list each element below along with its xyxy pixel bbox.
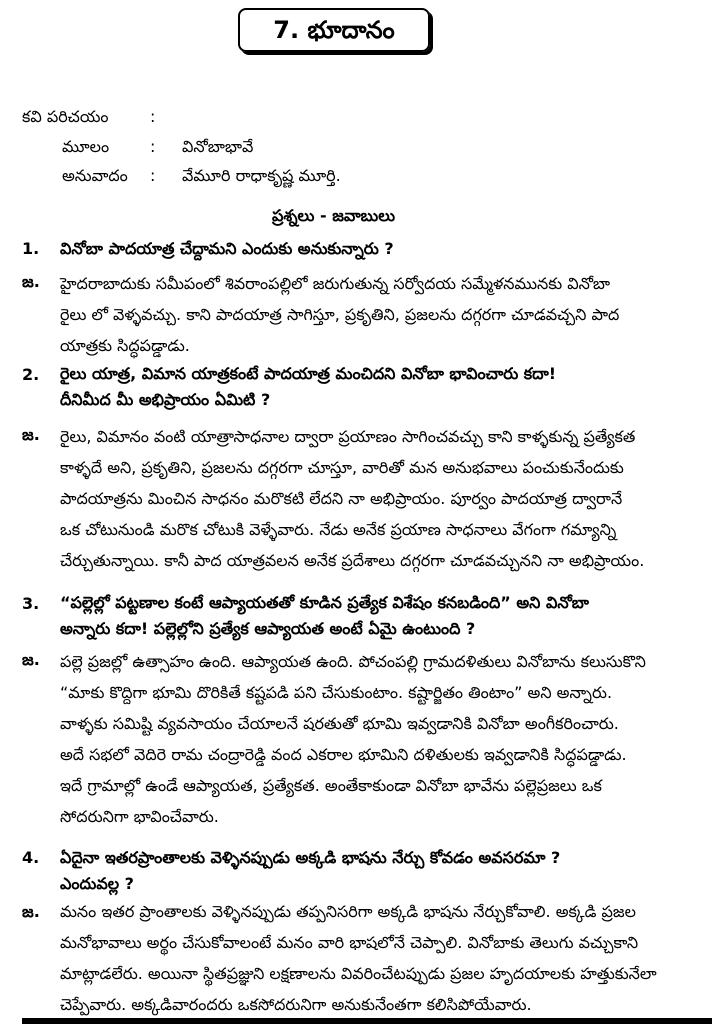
intro-colon: : [150,107,156,126]
answer-line: అదే సభలో వెదిరె రామ చంద్రారెడ్డి వంద ఎకరాల భూమిని దళితులకు ఇవ్వడానికి సిద్ధపడ్డాడు. [60,745,627,764]
answer-line: చేర్చుతున్నాయి. కానీ పాద యాత్రవలన అనేక ప్రదేశాలు దగ్గరగా చూడవచ్చునని నా అభిప్రాయం. [60,551,645,570]
question-number: 3. [22,594,40,613]
answer-line: “మాకు కొద్దిగా భూమి దొరికితే కష్టపడి పని చేసుకుంటాం. కష్టార్జితం తింటాం” అని అన్నారు. [60,683,613,702]
intro-value-source: వినోబాభావే [182,137,254,156]
answer-line: ఇదే గ్రామాల్లో ఉండే ఆప్యాయత, ప్రత్యేకత. అంతేకాకుండా వినోబా భావేను పల్లెప్రజలు ఒక [60,776,602,795]
intro-heading: కవి పరిచయం [22,107,109,126]
question-text [60,361,556,413]
answer-line: మనం ఇతర ప్రాంతాలకు వెళ్ళినప్పుడు తప్పనిసరిగా అక్కడి భాషను నేర్చుకోవాలి. అక్కడి ప్రజల [60,902,636,921]
question-line: ఎందువల్ల ? [60,874,134,893]
answer-paragraph [60,421,644,576]
intro-value-translation: వేమూరి రాధాకృష్ణ మూర్తి. [182,166,341,185]
intro-colon: : [150,137,156,156]
question-line: వినోబా పాదయాత్ర చేద్దామని ఎందుకు అనుకున్నారు ? [60,239,394,258]
answer-line: వాళ్ళకు సమిష్టి వ్యవసాయం చేయాలనే షరతుతో భూమి ఇవ్వడానికి వినోబా అంగీకరించారు. [60,714,619,733]
answer-line: పల్లె ప్రజల్లో ఉత్సాహం ఉంది. ఆప్యాయత ఉంది. పోచంపల్లి గ్రామదళితులు వినోబాను కలుసుకొని [60,652,646,671]
question-line: దీనిమీద మీ అభిప్రాయం ఏమిటి ? [60,390,271,409]
answer-line: మాట్లాడలేరు. అయినా స్థితప్రజ్ఞుని లక్షణాలను వివరించేటప్పుడు ప్రజల హృదయాలకు హత్తుకునేలా [60,964,657,983]
question-line: అన్నారు కదా! పల్లెల్లోని ప్రత్యేక ఆప్యాయత అంటే ఏమై ఉంటుంది ? [60,619,476,638]
answer-marker: జ. [22,902,40,921]
answer-paragraph [60,896,657,1020]
bottom-border-rule [22,1018,712,1024]
answer-marker: జ. [22,650,40,669]
question-number: 4. [22,848,40,867]
answer-line: యాత్రకు సిద్ధపడ్డాడు. [60,336,190,355]
question-number: 2. [22,365,40,384]
answer-paragraph [60,646,646,832]
answer-line: పాదయాత్రను మించిన సాధనం మరొకటి లేదని నా అభిప్రాయం. పూర్వం పాదయాత్ర ద్వారానే [60,489,623,508]
page-title: 7. భూదానం [238,8,430,52]
answer-line: హైదరాబాదుకు సమీపంలో శివరాంపల్లిలో జరుగుతున్న సర్వోదయ సమ్మేళనమునకు వినోబా [60,274,611,293]
answer-line: ఒక చోటునుండి మరొక చోటుకి వెళ్ళేవారు. నేడు అనేక ప్రయాణ సాధనాలు వేగంగా గమ్యాన్ని [60,520,617,539]
question-number: 1. [22,239,40,258]
answer-marker: జ. [22,272,40,291]
intro-label-source: మూలం [62,137,110,156]
question-line: రైలు యాత్ర, విమాన యాత్రకంటే పాదయాత్ర మంచిదని వినోబా భావించారు కదా! [60,364,557,383]
question-text [60,590,589,642]
intro-label-translation: అనువాదం [62,166,128,185]
question-text [60,236,394,262]
answer-line: చెప్పేవారు. అక్కడివారందరు ఒకసోదరునిగా అనుకునేంతగా కలిసిపోయేవారు. [60,995,532,1014]
answer-marker: జ. [22,425,40,444]
question-line: “పల్లెల్లో పట్టణాల కంటే ఆప్యాయతతో కూడిన ప్రత్యేక విశేషం కనబడింది” అని వినోబా [60,593,589,612]
intro-colon: : [150,166,156,185]
answer-paragraph [60,268,619,361]
question-line: ఏదైనా ఇతరప్రాంతాలకు వెళ్ళినప్పుడు అక్కడి భాషను నేర్చు కోవడం అవసరమా ? [60,848,561,867]
answer-line: సోదరునిగా భావించేవారు. [60,807,219,826]
question-text [60,845,560,897]
answer-line: రైలు, విమానం వంటి యాత్రాసాధనాల ద్వారా ప్రయాణం సాగించవచ్చు కాని కాళ్ళకున్న ప్రత్యేకత [60,427,636,446]
section-heading: ప్రశ్నలు - జవాబులు [272,206,396,225]
answer-line: కాళ్ళదే అని, ప్రకృతిని, ప్రజలను దగ్గరగా చూస్తూ, వారితో మన అనుభవాలు పంచుకునేందుకు [60,458,624,477]
answer-line: మనోభావాలు అర్థం చేసుకోవాలంటే మనం వారి భాషలోనే చెప్పాలి. వినోబాకు తెలుగు వచ్చుకాని [60,933,639,952]
answer-line: రైలు లో వెళ్ళవచ్చు. కాని పాదయాత్ర సాగిస్తూ, ప్రకృతిని, ప్రజలను దగ్గరగా చూడవచ్చని పాద [60,305,620,324]
